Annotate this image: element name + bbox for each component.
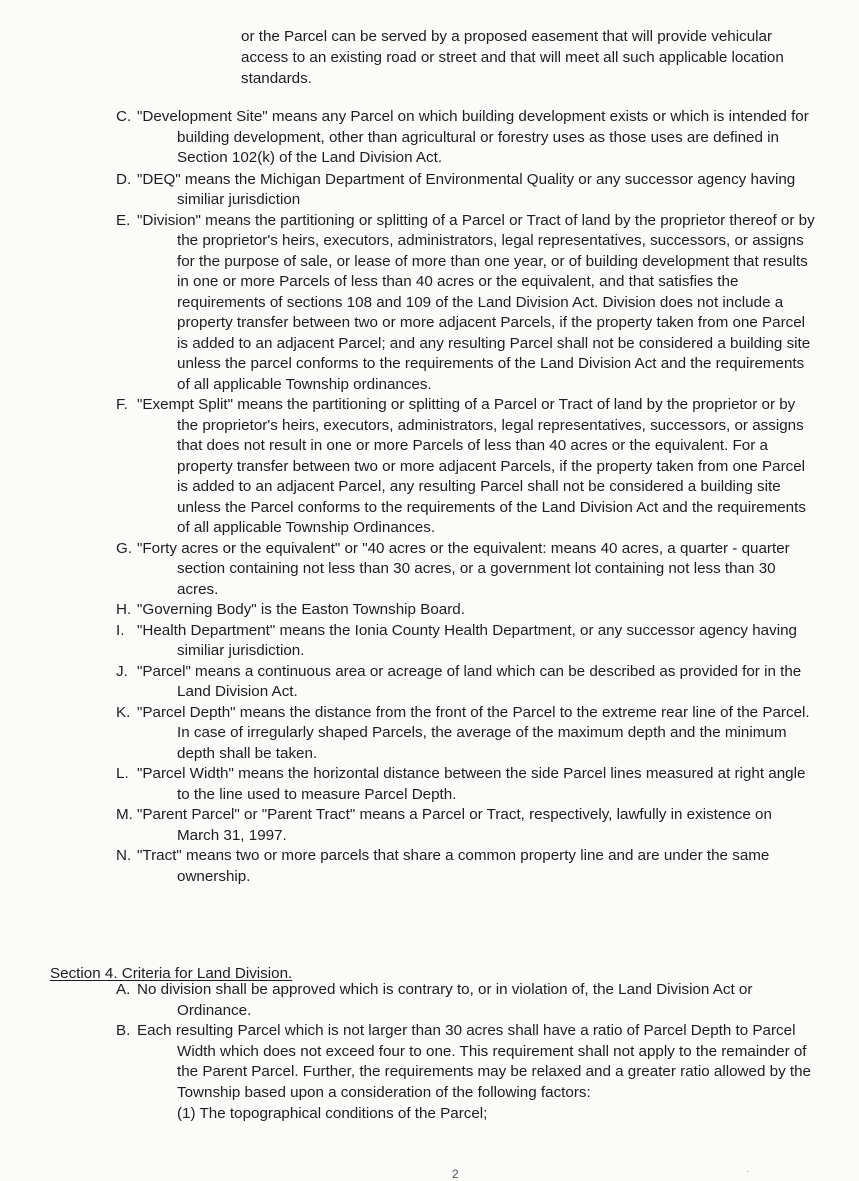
definition-item — [116, 539, 816, 601]
item-text: "Forty acres or the equivalent" or "40 acres or the equivalent: means 40 acres, a quarter - quarter section containing not less than 30 acres, or a government lot containing not less than 30 acres. — [137, 539, 790, 598]
item-marker: E. — [116, 211, 131, 229]
item-marker: H. — [116, 601, 132, 618]
item-text: "Tract" means two or more parcels that share a common property line and are under the same ownership. — [137, 847, 770, 885]
item-text: "Parcel" means a continuous area or acreage of land which can be described as provided for in the Land Division Act. — [137, 662, 802, 700]
section-heading: Section 4. Criteria for Land Division. — [50, 965, 293, 982]
definition-item — [116, 805, 816, 846]
item-marker: D. — [116, 170, 132, 188]
definition-item — [116, 211, 816, 396]
definition-item — [116, 621, 816, 662]
item-text: No division shall be approved which is contrary to, or in violation of, the Land Division Act or Ordinance. — [137, 981, 753, 1019]
factor-item: (1) The topographical conditions of the Parcel; — [177, 1105, 488, 1122]
item-marker: L. — [116, 765, 129, 782]
definition-item — [116, 107, 816, 169]
item-marker: K. — [116, 703, 131, 721]
item-marker: I. — [116, 621, 125, 639]
item-marker: A. — [116, 981, 131, 998]
item-text: "Division" means the partitioning or splitting of a Parcel or Tract of land by the proprietor thereof or by the proprietor's heirs, executors, administrators, legal representatives, successors, or assigns for the purpose of sale, or lease of more than one year, or of building development that results in one or more Parcels of less than 40 acres or the equivalent, and that satisfies the requirements of sections 108 and 109 of the Land Division Act. Division does not include a property transfer between two or more adjacent Parcels, if the property taken from one Parcel is added to an adjacent Parcel; and any resulting Parcel shall not be considered a building site unless the parcel conforms to the requirements of the Land Division Act and the requirements of all applicable Township ordinances. — [137, 211, 815, 393]
definition-item — [116, 600, 816, 621]
item-marker: F. — [116, 396, 128, 413]
item-text: "Exempt Split" means the partitioning or splitting of a Parcel or Tract of land by the proprietor or by the proprietor's heirs, executors, administrators, legal representatives, successors, or assigns that does not result in one or more Parcels of less than 40 acres or the equivalent. For a property transfer between two or more adjacent Parcels, if the property taken from one Parcel is added to an adjacent Parcel, any resulting Parcel shall not be considered a building site unless the Parcel conforms to the requirements of the Land Division Act and the requirements of all applicable Township Ordinances. — [137, 396, 806, 536]
definitions-list — [116, 107, 816, 887]
item-text: "Health Department" means the Ionia County Health Department, or any successor agency having similiar jurisdiction. — [137, 621, 797, 659]
page-number: 2 — [452, 1167, 459, 1181]
item-marker: G. — [116, 539, 133, 557]
definition-item — [116, 662, 816, 703]
item-text: "Parent Parcel" or "Parent Tract" means a Parcel or Tract, respectively, lawfully in existence on March 31, 1997. — [137, 806, 772, 844]
item-text: "Governing Body" is the Easton Township Board. — [137, 601, 465, 618]
item-text: "Parcel Width" means the horizontal distance between the side Parcel lines measured at right angle to the line used to measure Parcel Depth. — [137, 765, 806, 803]
item-text: Each resulting Parcel which is not larger than 30 acres shall have a ratio of Parcel Depth to Parcel Width which does not exceed four to one. This requirement shall not apply to the remainder of the Parent Parcel. Further, the requirements may be relaxed and a greater ratio allowed by the Township based upon a consideration of the following factors: — [137, 1022, 812, 1101]
definition-item — [116, 846, 816, 887]
definition-item — [116, 395, 816, 539]
definition-item — [116, 170, 816, 211]
scan-speck: · — [746, 1166, 750, 1177]
item-marker: J. — [116, 662, 128, 680]
criteria-item — [116, 980, 816, 1021]
item-marker: M. — [116, 806, 133, 823]
definition-item — [116, 703, 816, 765]
definition-item — [116, 764, 816, 805]
item-marker: N. — [116, 847, 132, 864]
item-text: "DEQ" means the Michigan Department of Environmental Quality or any successor agency having similiar jurisdiction — [137, 170, 796, 208]
continuation-paragraph: or the Parcel can be served by a proposed easement that will provide vehicular access to an existing road or street and that will meet all such applicable location standards. — [241, 28, 784, 87]
criteria-list — [116, 980, 816, 1124]
item-marker: B. — [116, 1022, 131, 1039]
item-marker: C. — [116, 108, 132, 125]
criteria-item — [116, 1021, 816, 1103]
item-text: "Development Site" means any Parcel on which building development exists or which is intended for building development, other than agricultural or forestry uses as those uses are defined in Section 102(k) of the Land Division Act. — [137, 108, 809, 166]
item-text: "Parcel Depth" means the distance from the front of the Parcel to the extreme rear line of the Parcel. In case of irregularly shaped Parcels, the average of the maximum depth and the minimum depth shall be taken. — [137, 703, 810, 762]
